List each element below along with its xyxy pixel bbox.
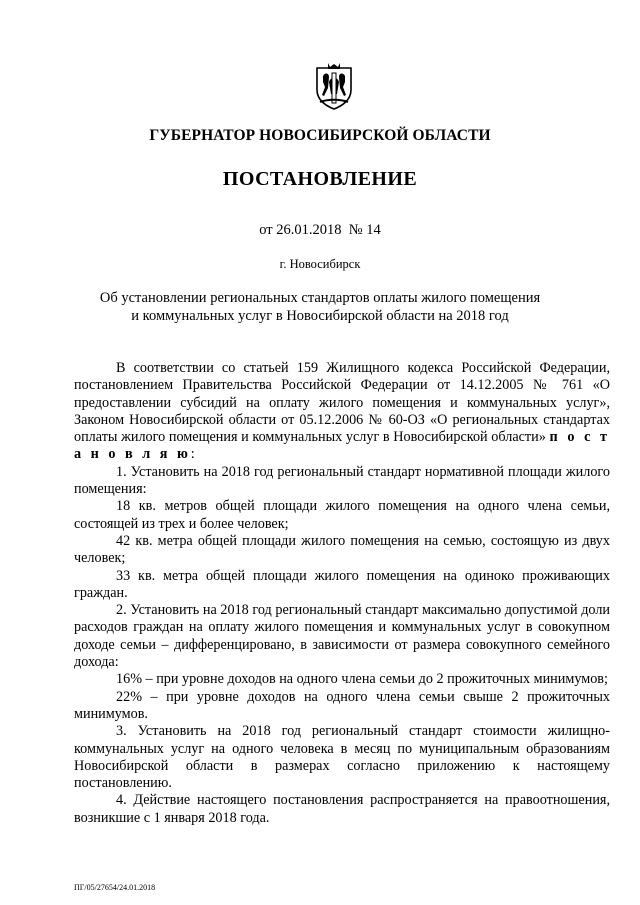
coat-of-arms-icon bbox=[314, 62, 354, 110]
preamble-text: В соответствии со статьей 159 Жилищного кодекса Российской Федерации, постановлением Правительства Российской Федерации от 14.12.2005 № 761 «О предоставлении субсидий на оплату жилого помещения и коммунальных услуг», Законом Новосибирской области от 05.12.2006 № 60-ОЗ «О региональных стандартах оплаты жилого помещения и коммунальных услуг в Новосибирской области» bbox=[74, 360, 610, 446]
preamble-paragraph bbox=[74, 360, 610, 464]
decree-colon: : bbox=[190, 446, 195, 463]
document-code: ПГ/05/27654/24.01.2018 bbox=[74, 883, 156, 892]
subject-line-1: Об установлении региональных стандартов оплаты жилого помещения bbox=[99, 290, 541, 306]
paragraph-item-2-a: 16% – при уровне доходов на одного члена семьи до 2 прожиточных минимумов; bbox=[116, 671, 608, 688]
decree-word: п о с т а н о в л я ю bbox=[74, 429, 610, 463]
paragraph-item-1-c: 33 кв. метра общей площади жилого помещения на одиноко проживающих граждан. bbox=[74, 567, 610, 601]
paragraph-item-2-b: 22% – при уровне доходов на одного члена семьи свыше 2 прожиточных минимумов. bbox=[74, 688, 610, 722]
paragraph-item-1: 1. Установить на 2018 год региональный стандарт нормативной площади жилого помещения: bbox=[74, 463, 610, 498]
paragraph-item-3: 3. Установить на 2018 год региональный стандарт стоимости жилищно-коммунальных услуг на одного человека в месяц по муниципальным образованиям Новосибирской области в размерах согласно приложению к настоящему постановлению. bbox=[74, 723, 610, 792]
document-subject bbox=[0, 289, 640, 325]
paragraph-item-4: 4. Действие настоящего постановления распространяется на правоотношения, возникшие с 1 января 2018 года. bbox=[74, 792, 610, 826]
document-type-title: ПОСТАНОВЛЕНИЕ bbox=[222, 168, 418, 190]
governor-heading: ГУБЕРНАТОР НОВОСИБИРСКОЙ ОБЛАСТИ bbox=[149, 127, 491, 144]
paragraph-item-1-b: 42 кв. метра общей площади жилого помещения на семью, состоящую из двух человек; bbox=[74, 532, 610, 567]
subject-line-2: и коммунальных услуг в Новосибирской области на 2018 год bbox=[131, 308, 509, 324]
paragraph-item-2: 2. Установить на 2018 год региональный стандарт максимально допустимой доли расходов граждан на оплату жилого помещения и коммунальных услуг в совокупном доходе семьи – дифференцировано, в зависимости от размера совокупного семейного дохода: bbox=[74, 602, 610, 671]
city-label: г. Новосибирск bbox=[279, 257, 361, 271]
paragraph-item-1-a: 18 кв. метров общей площади жилого помещения на одного члена семьи, состоящей из трех и более человек; bbox=[74, 498, 610, 532]
document-body bbox=[74, 360, 610, 827]
date-number: от 26.01.2018 № 14 bbox=[259, 222, 381, 238]
